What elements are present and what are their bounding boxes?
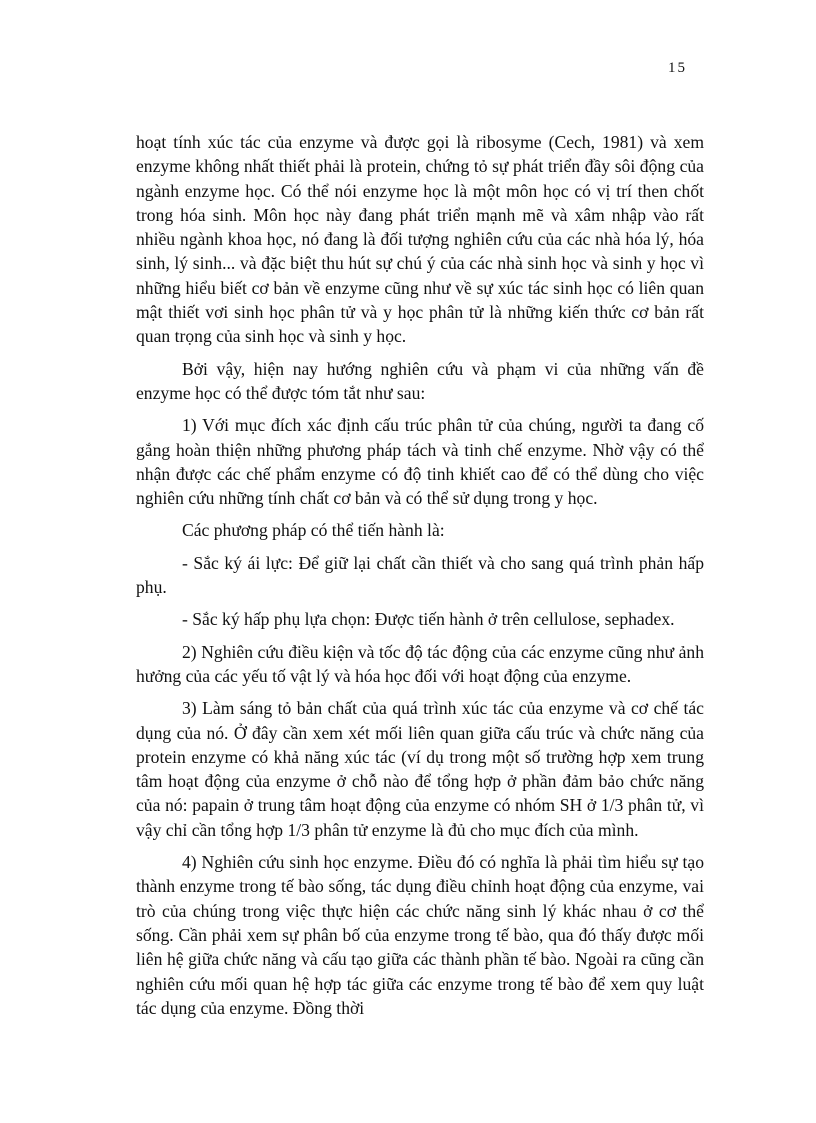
paragraph-continued-intro: hoạt tính xúc tác của enzyme và được gọi là ribosyme (Cech, 1981) và xem enzyme không nhất thiết phải là protein, chứng tỏ sự phát triển đầy sôi động của ngành enzyme học. Có thể nói enzyme học là một môn học có vị trí then chốt trong hóa sinh. Môn học này đang phát triển mạnh mẽ và xâm nhập vào rất nhiều ngành khoa học, nó đang là đối tượng nghiên cứu của các nhà hóa lý, hóa sinh, lý sinh... và đặc biệt thu hút sự chú ý của các nhà sinh học và sinh y học vì những hiểu biết cơ bản về enzyme cũng như về sự xúc tác sinh học có liên quan mật thiết vơi sinh học phân tử và y học phân tử là những kiến thức cơ bản rất quan trọng của sinh học và sinh y học. (136, 132, 704, 347)
list-item-4: 4) Nghiên cứu sinh học enzyme. Điều đó có nghĩa là phải tìm hiểu sự tạo thành enzyme trong tế bào sống, tác dụng điều chỉnh hoạt động của enzyme, vai trò của chúng trong việc thực hiện các chức năng sinh lý khác nhau ở cơ thể sống. Cần phải xem sự phân bố của enzyme trong tế bào, qua đó thấy được mối liên hệ giữa chức năng và cấu tạo giữa các thành phần tế bào. Ngoài ra cũng cần nghiên cứu mối quan hệ hợp tác giữa các enzyme trong tế bào để xem quy luật tác dụng của enzyme. Đồng thời (136, 852, 704, 1018)
list-item-1: 1) Với mục đích xác định cấu trúc phân tử của chúng, người ta đang cố gắng hoàn thiện những phương pháp tách và tinh chế enzyme. Nhờ vậy có thể nhận được các chế phẩm enzyme có độ tinh khiết cao để có thể dùng cho việc nghiên cứu những tính chất cơ bản và có thể sử dụng trong y học. (136, 415, 704, 509)
document-body (136, 130, 704, 1028)
bullet-selective-adsorption: - Sắc ký hấp phụ lựa chọn: Được tiến hành ở trên cellulose, sephadex. (182, 609, 675, 630)
paragraph-research-directions: Bởi vậy, hiện nay hướng nghiên cứu và phạm vi của những vấn đề enzyme học có thể được tóm tắt như sau: (136, 358, 704, 403)
list-item-2: 2) Nghiên cứu điều kiện và tốc độ tác động của các enzyme cũng như ảnh hưởng của các yếu tố vật lý và hóa học đối với hoạt động của enzyme. (136, 641, 704, 686)
bullet-affinity-chromatography: - Sắc ký ái lực: Để giữ lại chất cần thiết và cho sang quá trình phản hấp phụ. (136, 552, 704, 598)
paragraph-methods-intro: Các phương pháp có thể tiến hành là: (182, 520, 445, 541)
page-number: 15 (668, 60, 687, 76)
list-item-3: 3) Làm sáng tỏ bản chất của quá trình xúc tác của enzyme và cơ chế tác dụng của nó. Ở đây cần xem xét mối liên quan giữa cấu trúc và chức năng của protein enzyme có khả năng xúc tác (ví dụ trong một số trường hợp xem trung tâm hoạt động của enzyme ở chỗ nào để tổng hợp ở phần đảm bảo chức năng của nó: papain ở trung tâm hoạt động của enzyme có nhóm SH ở 1/3 phân tử, vì vậy chỉ cần tổng hợp 1/3 phân tử enzyme là đủ cho mục đích của mình. (136, 698, 704, 840)
